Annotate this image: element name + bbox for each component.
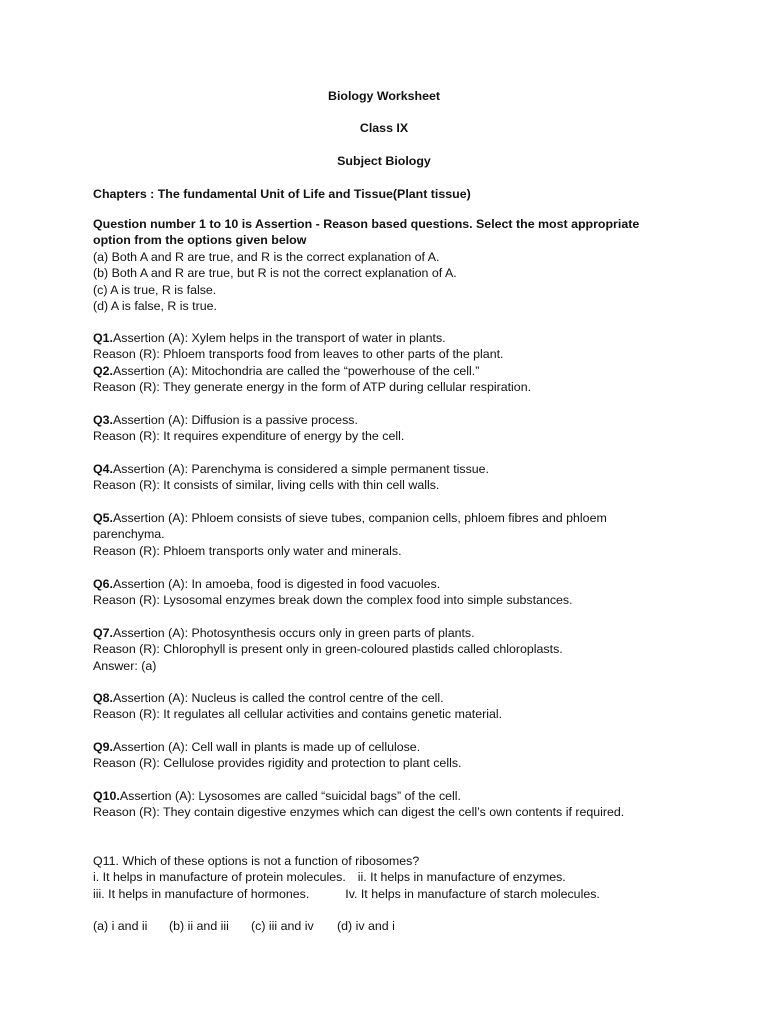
question-7-assertion: Q7.Assertion (A): Photosynthesis occurs only in green parts of plants.	[93, 626, 475, 640]
question-number: Q8.	[93, 691, 113, 705]
question-10-reason: Reason (R): They contain digestive enzymes which can digest the cell’s own contents if required.	[93, 805, 625, 820]
question-6-reason: Reason (R): Lysosomal enzymes break down the complex food into simple substances.	[93, 593, 573, 608]
choice-c: (c) iii and iv	[251, 919, 314, 933]
question-group-1-2	[93, 330, 663, 396]
question-9	[93, 739, 663, 772]
chapters-line: Chapters : The fundamental Unit of Life and Tissue(Plant tissue)	[93, 187, 471, 201]
question-5-reason: Reason (R): Phloem transports only water and minerals.	[93, 543, 402, 558]
question-6-assertion: Q6.Assertion (A): In amoeba, food is digested in food vacuoles.	[93, 577, 441, 591]
question-3-reason: Reason (R): It requires expenditure of energy by the cell.	[93, 429, 405, 444]
choice-a: (a) i and ii	[93, 919, 148, 933]
choice-d: (d) iv and i	[337, 919, 395, 933]
question-number: Q2.	[93, 363, 113, 378]
question-11-row-2	[93, 886, 663, 902]
question-10	[93, 788, 663, 821]
question-number: Q9.	[93, 740, 113, 754]
question-7-answer: Answer: (a)	[93, 658, 157, 673]
instruction-text: Question number 1 to 10 is Assertion - Reason based questions. Select the most appropriate option from the options given below	[93, 217, 640, 248]
instructions-block	[93, 216, 663, 314]
question-11-choices	[93, 918, 663, 934]
question-8	[93, 690, 663, 723]
question-number: Q4.	[93, 462, 113, 476]
question-5	[93, 510, 663, 559]
statement-iv: Iv. It helps in manufacture of starch molecules.	[345, 886, 600, 901]
question-9-reason: Reason (R): Cellulose provides rigidity and protection to plant cells.	[93, 756, 462, 771]
question-4	[93, 461, 663, 494]
statement-i: i. It helps in manufacture of protein molecules.	[93, 870, 346, 885]
question-6	[93, 576, 663, 609]
question-8-assertion: Q8.Assertion (A): Nucleus is called the control centre of the cell.	[93, 691, 444, 705]
worksheet-title: Biology Worksheet	[328, 89, 440, 103]
question-5-assertion: Q5.Assertion (A): Phloem consists of sieve tubes, companion cells, phloem fibres and phloem parenchyma.	[93, 511, 607, 542]
question-10-assertion: Q10.Assertion (A): Lysosomes are called “suicidal bags” of the cell.	[93, 789, 461, 803]
question-2-reason: Reason (R): They generate energy in the form of ATP during cellular respiration.	[93, 380, 532, 395]
question-8-reason: Reason (R): It regulates all cellular activities and contains genetic material.	[93, 707, 503, 722]
question-9-assertion: Q9.Assertion (A): Cell wall in plants is made up of cellulose.	[93, 740, 421, 754]
question-number: Q10.	[93, 789, 120, 803]
class-label: Class IX	[359, 121, 409, 135]
question-number: Q1.	[93, 331, 113, 345]
question-11-text: Q11. Which of these options is not a function of ribosomes?	[93, 854, 420, 868]
question-11-row-1	[93, 869, 663, 885]
question-1-assertion: Q1.Assertion (A): Xylem helps in the transport of water in plants.	[93, 331, 446, 345]
question-number: Q7.	[93, 626, 113, 640]
option-b: (b) Both A and R are true, but R is not the correct explanation of A.	[93, 266, 457, 281]
question-1-reason: Reason (R): Phloem transports food from leaves to other parts of the plant.	[93, 347, 504, 362]
question-number: Q6.	[93, 577, 113, 591]
question-7-reason: Reason (R): Chlorophyll is present only in green-coloured plastids called chloroplasts.	[93, 642, 563, 657]
question-3-assertion: Q3.Assertion (A): Diffusion is a passive process.	[93, 413, 358, 427]
statement-iii: iii. It helps in manufacture of hormones.	[93, 886, 310, 901]
subject-label: Subject Biology	[337, 154, 431, 168]
option-d: (d) A is false, R is true.	[93, 299, 217, 314]
question-4-assertion: Q4.Assertion (A): Parenchyma is considered a simple permanent tissue.	[93, 462, 489, 476]
question-number: Q5.	[93, 511, 113, 525]
question-2-assertion: Q2.Assertion (A): Mitochondria are called the “powerhouse of the cell.”	[93, 363, 480, 378]
question-7	[93, 625, 663, 674]
question-number: Q3.	[93, 413, 113, 427]
question-11	[93, 853, 663, 902]
option-a: (a) Both A and R are true, and R is the correct explanation of A.	[93, 249, 440, 264]
statement-ii: ii. It helps in manufacture of enzymes.	[357, 870, 566, 885]
question-3	[93, 412, 663, 445]
choice-b: (b) ii and iii	[169, 919, 229, 933]
option-c: (c) A is true, R is false.	[93, 282, 217, 297]
question-4-reason: Reason (R): It consists of similar, living cells with thin cell walls.	[93, 478, 440, 493]
